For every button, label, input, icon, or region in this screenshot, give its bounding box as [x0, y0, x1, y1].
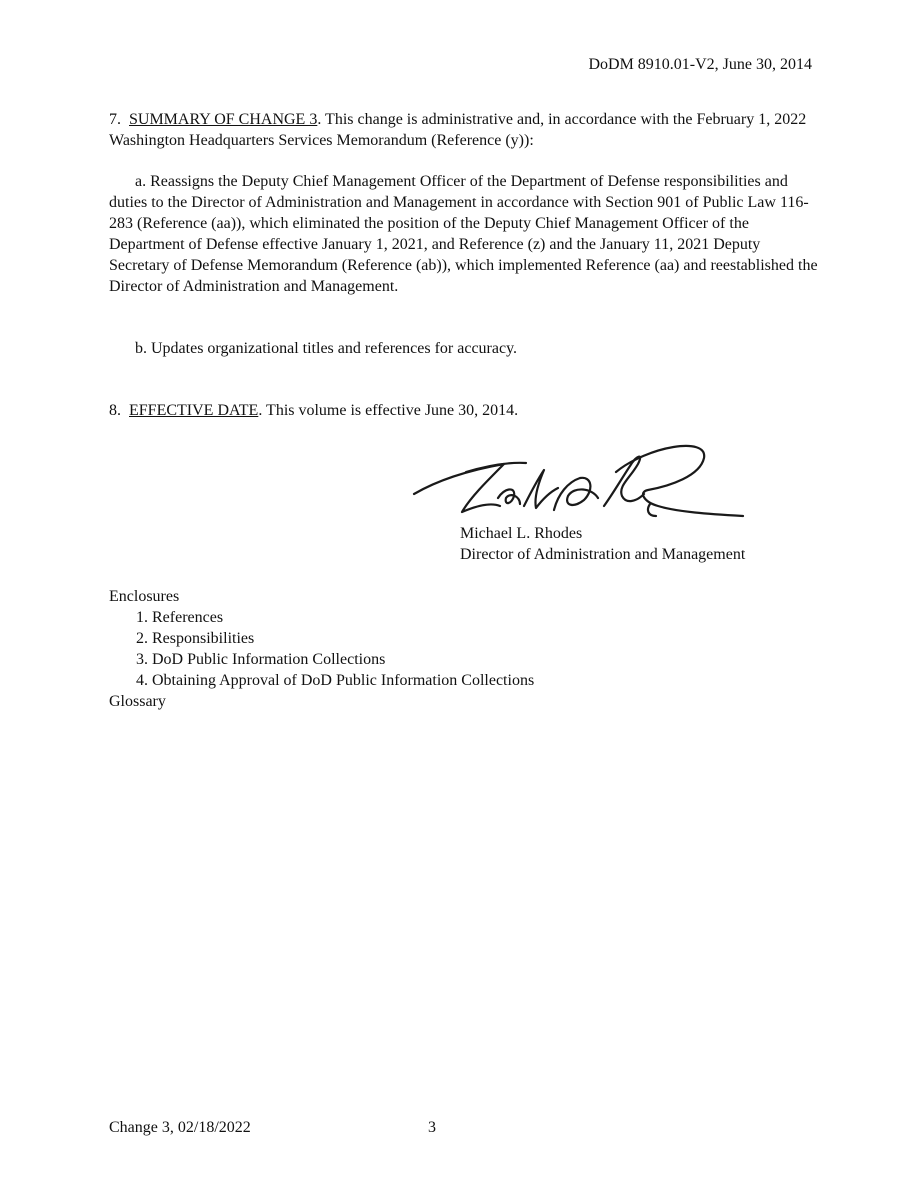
effective-heading: EFFECTIVE DATE	[129, 402, 259, 419]
enclosures-heading: Enclosures	[109, 588, 180, 605]
enclosure-item: 1. References	[136, 609, 224, 626]
effective-text: . This volume is effective June 30, 2014.	[258, 402, 519, 419]
signer-name: Michael L. Rhodes	[460, 525, 583, 542]
footer-page-number: 3	[428, 1119, 436, 1136]
enclosure-item: 2. Responsibilities	[136, 630, 255, 647]
enclosures-list	[109, 586, 709, 712]
summary-of-change-paragraph	[109, 109, 819, 151]
effective-number: 8.	[109, 402, 121, 419]
signature-block	[460, 523, 745, 565]
handwritten-signature	[408, 432, 753, 524]
summary-item-b: b. Updates organizational titles and references for accuracy.	[135, 340, 518, 357]
enclosure-item: 4. Obtaining Approval of DoD Public Information Collections	[136, 672, 535, 689]
signer-title: Director of Administration and Management	[460, 546, 746, 563]
summary-heading: SUMMARY OF CHANGE 3	[129, 111, 318, 128]
glossary-label: Glossary	[109, 693, 166, 710]
document-header: DoDM 8910.01-V2, June 30, 2014	[588, 56, 812, 73]
summary-number: 7.	[109, 111, 121, 128]
footer-change-label: Change 3, 02/18/2022	[109, 1119, 251, 1136]
effective-date-paragraph	[109, 400, 819, 421]
summary-item-a: a. Reassigns the Deputy Chief Management Officer of the Department of Defense responsibilities and duties to the Director of Administration and Management in accordance with Section 901 of Public Law 116-283 (Reference (aa)), which eliminated the position of the Deputy Chief Management Officer of the Department of Defense effective January 1, 2021, and Reference (z) and the January 11, 2021 Deputy Secretary of Defense Memorandum (Reference (ab)), which implemented Reference (aa) and reestablished the Director of Administration and Management.	[109, 173, 818, 295]
enclosure-item: 3. DoD Public Information Collections	[136, 651, 386, 668]
summary-text: . This change is administrative and, in accordance with the February 1, 2022 Washington Headquarters Services Memorandum (Reference (y)):	[109, 111, 807, 149]
signature-graphic	[408, 432, 753, 524]
